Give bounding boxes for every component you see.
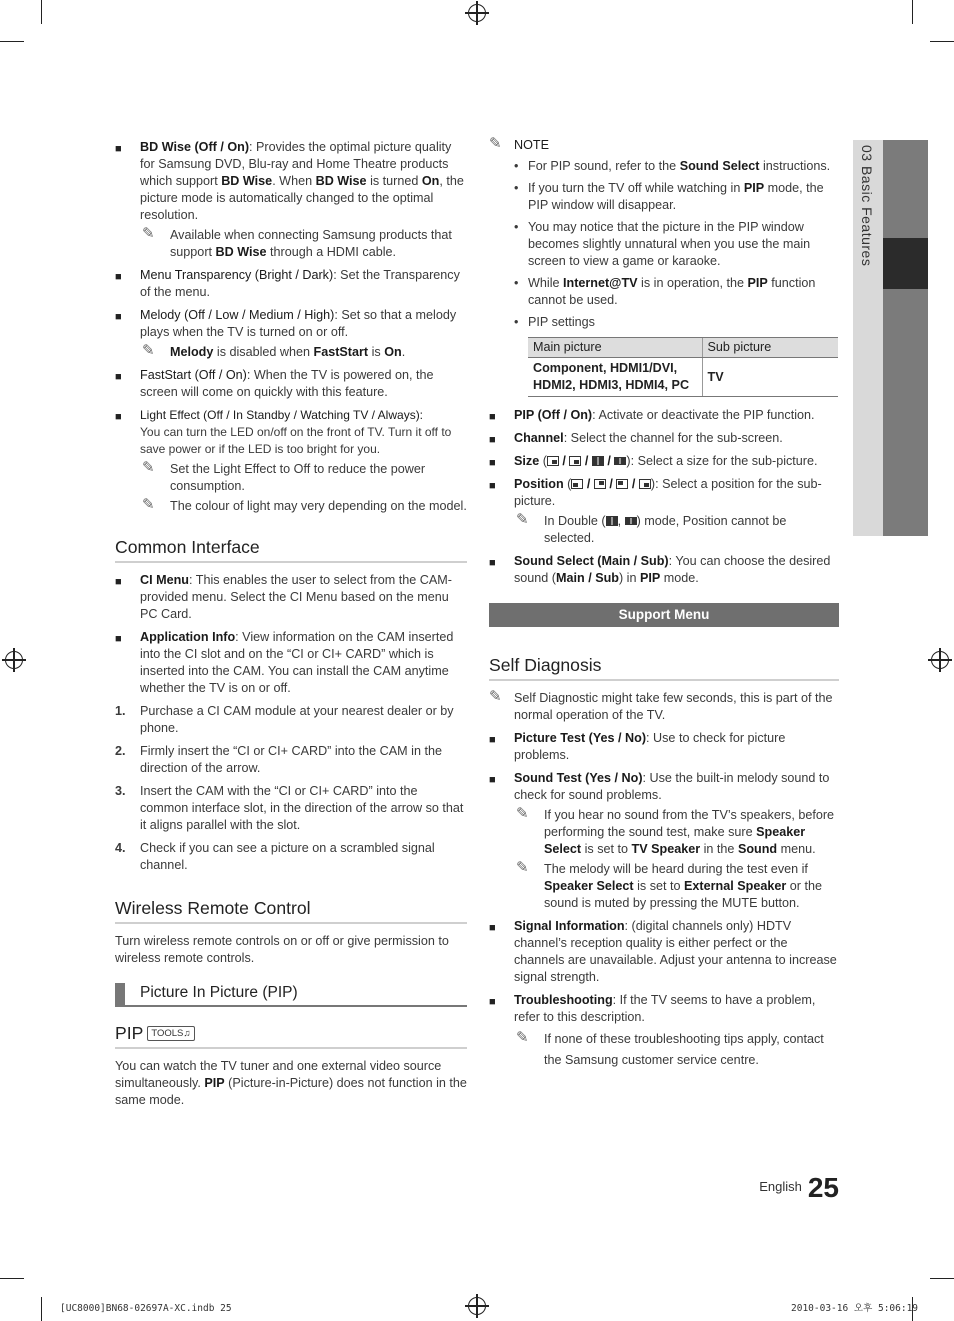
tools-button-icon: TOOLS♫ — [147, 1026, 194, 1041]
bullet-square-icon: ■ — [489, 734, 496, 746]
list-item: ■ Position ( / / / ): Select a position for the sub-picture. ✎ In Double ( , ) mode, Position cannot be selected. — [489, 476, 839, 547]
pencil-note-icon: ✎ — [142, 225, 155, 242]
note-bullet: • While Internet@TV is in operation, the PIP function cannot be used. — [514, 276, 816, 307]
table-header: Sub picture — [702, 338, 838, 358]
list-item: ■ PIP (Off / On): Activate or deactivate the PIP function. — [489, 407, 839, 424]
size-small-icon — [547, 456, 559, 466]
note: ✎ Set the Light Effect to Off to reduce the power consumption. — [142, 459, 426, 493]
position-bottom-right-icon — [639, 479, 651, 489]
pencil-note-icon: ✎ — [516, 1029, 529, 1046]
size-large-icon — [569, 456, 581, 466]
subsection-title-pip: Picture In Picture (PIP) — [115, 983, 467, 1007]
crop-mark — [0, 41, 24, 42]
list-item: ■ Signal Information: (digital channels only) HDTV channel’s reception quality is either perfect or the channels are unavailable. Adjust your antenna to increase signal strength. — [489, 919, 837, 984]
bullet-square-icon: ■ — [115, 143, 122, 155]
bullet-square-icon: ■ — [489, 557, 496, 569]
note: ✎ The colour of light may very depending on the model. — [142, 496, 467, 513]
note: ✎ Melody is disabled when FastStart is On. — [142, 342, 406, 359]
registration-mark-icon — [5, 651, 23, 669]
list-item: ■ Picture Test (Yes / No): Use to check for picture problems. — [489, 731, 786, 762]
step-item: 3. Insert the CAM with the “CI or CI+ CARD” into the common interface slot, in the direction of the arrow so that it aligns parallel with the slot. — [115, 784, 464, 832]
table-cell: Component, HDMI1/DVI, HDMI2, HDMI3, HDMI4, PC — [528, 358, 702, 397]
bullet-square-icon: ■ — [489, 411, 496, 423]
crop-mark — [912, 0, 913, 24]
list-item: ■ BD Wise (Off / On): Provides the optimal picture quality for Samsung DVD, Blu-ray and Home Theatre products which support BD Wise. When BD Wise is turned On, the picture mode is automatically changed to the optimal resolution. ✎ Available when connecting Samsung products that support BD Wise through a HDMI cable. — [115, 139, 467, 261]
position-top-left-icon — [616, 479, 628, 489]
position-bottom-left-icon — [571, 479, 583, 489]
section-title-self-diagnosis: Self Diagnosis — [489, 655, 839, 681]
bullet-square-icon: ■ — [489, 480, 496, 492]
page-footer — [759, 1172, 839, 1203]
note: ✎ The melody will be heard during the test even if Speaker Select is set to External Speaker or the sound is muted by pressing the MUTE button. — [516, 859, 822, 910]
note-header: ✎ NOTE — [489, 135, 549, 152]
table-header: Main picture — [528, 338, 702, 358]
table-cell: TV — [702, 358, 838, 397]
note: ✎ In Double ( , ) mode, Position cannot be selected. — [516, 511, 787, 545]
list-item: ■ Channel: Select the channel for the sub-screen. — [489, 430, 839, 447]
list-item: ■ Sound Test (Yes / No): Use the built-in melody sound to check for sound problems. ✎ If you hear no sound from the TV’s speakers, before performing the sound test, make sure Speaker Select is set to TV Speaker in the Sound menu. ✎ The melody will be heard during the test even if Speaker Select is set to External Speaker or the sound is muted by pressing the MUTE button. — [489, 770, 839, 912]
bullet-square-icon: ■ — [115, 633, 122, 645]
pencil-note-icon: ✎ — [142, 459, 155, 476]
bullet-square-icon: ■ — [115, 271, 122, 283]
footer-language: English — [759, 1179, 802, 1194]
left-column — [115, 139, 467, 1115]
step-item: 4. Check if you can see a picture on a scrambled signal channel. — [115, 841, 435, 872]
bullet-square-icon: ■ — [489, 434, 496, 446]
double-wide-icon — [614, 457, 626, 465]
double-wide-icon — [625, 517, 637, 525]
paragraph: Turn wireless remote controls on or off or give permission to wireless remote controls. — [115, 934, 449, 965]
bullet-square-icon: ■ — [115, 411, 122, 423]
double-full-icon — [592, 456, 604, 466]
pencil-note-icon: ✎ — [142, 342, 155, 359]
support-menu-bar: Support Menu — [489, 603, 839, 627]
list-item: ■ Melody (Off / Low / Medium / High): Set so that a melody plays when the TV is turned on or off. ✎ Melody is disabled when FastStart is On. — [115, 307, 467, 361]
step-item: 1. Purchase a CI CAM module at your nearest dealer or by phone. — [115, 704, 454, 735]
pencil-note-icon: ✎ — [489, 135, 502, 152]
registration-mark-icon — [931, 651, 949, 669]
note-bullet: • You may notice that the picture in the PIP window becomes slightly unnatural when you use the main screen to view a game or karaoke. — [514, 220, 811, 268]
list-item: ■ CI Menu: This enables the user to select from the CAM-provided menu. Select the CI Menu based on the menu PC Card. — [115, 573, 452, 621]
note-bullet: • For PIP sound, refer to the Sound Select instructions. — [514, 159, 831, 173]
note-bullet: • If you turn the TV off while watching in PIP mode, the PIP window will disappear. — [514, 181, 824, 212]
bullet-square-icon: ■ — [489, 457, 496, 469]
bullet-square-icon: ■ — [489, 996, 496, 1008]
list-item: ■ Troubleshooting: If the TV seems to have a problem, refer to this description. ✎ If none of these troubleshooting tips apply, contact the Samsung customer service centre. — [489, 992, 839, 1071]
crop-mark — [41, 1297, 42, 1321]
crop-mark — [930, 41, 954, 42]
pencil-note-icon: ✎ — [516, 859, 529, 876]
print-slug-date: 2010-03-16 오후 5:06:19 — [791, 1303, 919, 1314]
pip-settings-table — [528, 337, 838, 397]
list-item: ■ Application Info: View information on the CAM inserted into the CI slot and on the “CI or CI+ CARD” which is inserted into the CAM. You can install the CAM anytime whether the TV is on or off. — [115, 630, 454, 695]
chapter-tab-dark — [883, 140, 928, 536]
chapter-tab-marker — [883, 238, 928, 289]
bullet-square-icon: ■ — [115, 371, 122, 383]
crop-mark — [930, 1278, 954, 1279]
paragraph: You can watch the TV tuner and one external video source simultaneously. PIP (Picture-in-Picture) does not function in the same mode. — [115, 1059, 467, 1107]
bullet-square-icon: ■ — [115, 576, 122, 588]
section-title-wireless-remote: Wireless Remote Control — [115, 898, 467, 924]
list-item: ■ Size ( / / / ): Select a size for the sub-picture. — [489, 453, 839, 470]
section-title-common-interface: Common Interface — [115, 537, 467, 563]
note-bullet: • PIP settings — [514, 315, 595, 329]
position-top-right-icon — [594, 479, 606, 489]
registration-mark-icon — [468, 1297, 486, 1315]
pencil-note-icon: ✎ — [142, 496, 155, 513]
bullet-square-icon: ■ — [115, 311, 122, 323]
pencil-note-icon: ✎ — [516, 511, 529, 528]
list-item: ■ FastStart (Off / On): When the TV is powered on, the screen will come on quickly with this feature. — [115, 368, 434, 399]
list-item: ■ Menu Transparency (Bright / Dark): Set the Transparency of the menu. — [115, 268, 460, 299]
pencil-note-icon: ✎ — [489, 688, 502, 705]
note: ✎ Available when connecting Samsung products that support BD Wise through a HDMI cable. — [142, 225, 452, 259]
intro-note: ✎ Self Diagnostic might take few seconds, this is part of the normal operation of the TV. — [489, 688, 833, 722]
note: ✎ If none of these troubleshooting tips apply, contact the Samsung customer service centre. — [516, 1029, 824, 1067]
double-full-icon — [606, 516, 618, 526]
print-slug-file: [UC8000]BN68-02697A-XC.indb 25 — [60, 1303, 232, 1314]
chapter-tab-label: 03 Basic Features — [859, 145, 875, 267]
crop-mark — [41, 0, 42, 24]
pencil-note-icon: ✎ — [516, 805, 529, 822]
list-item: ■ Sound Select (Main / Sub): You can choose the desired sound (Main / Sub) in PIP mode. — [489, 554, 831, 585]
note: ✎ If you hear no sound from the TV’s speakers, before performing the sound test, make sure Speaker Select is set to TV Speaker in the Sound menu. — [516, 805, 835, 856]
list-item: ■ Light Effect (Off / In Standby / Watching TV / Always): You can turn the LED on/off on the front of TV. Turn it off to save power or if the LED is too bright for you. ✎ Set the Light Effect to Off to reduce the power consumption. ✎ The colour of light may very depending on the model. — [115, 408, 467, 513]
page-number: 25 — [807, 1172, 839, 1203]
right-column — [489, 137, 839, 1077]
crop-mark — [0, 1278, 24, 1279]
registration-mark-icon — [468, 4, 486, 22]
bullet-square-icon: ■ — [489, 922, 496, 934]
section-title-pip: PIP TOOLS♫ — [115, 1023, 467, 1049]
bullet-square-icon: ■ — [489, 774, 496, 786]
step-item: 2. Firmly insert the “CI or CI+ CARD” into the CAM in the direction of the arrow. — [115, 744, 442, 775]
